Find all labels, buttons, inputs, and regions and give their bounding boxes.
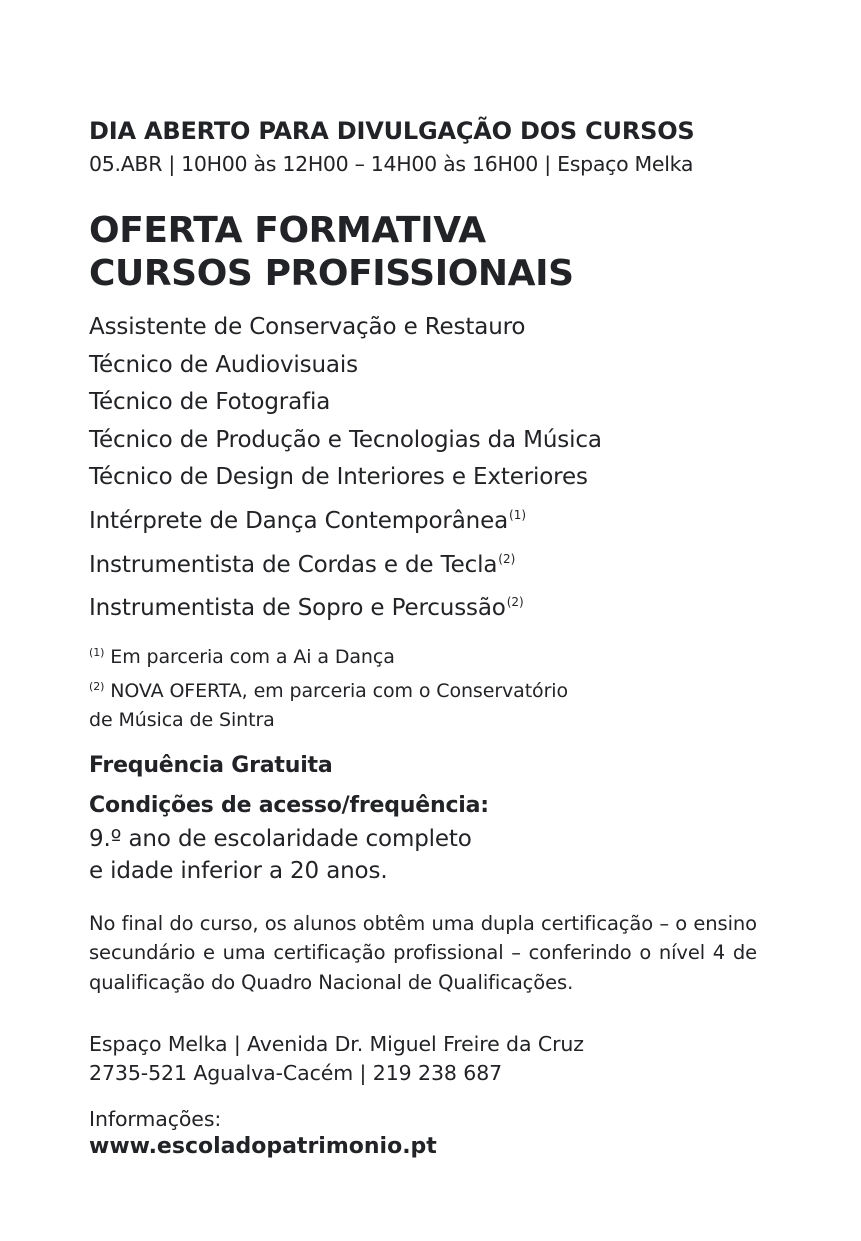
offer-title-line-2: CURSOS PROFISSIONAIS — [89, 253, 574, 294]
address-block — [89, 1030, 757, 1088]
certification-paragraph: No final do curso, os alunos obtêm uma dupla certificação – o ensino secundário e uma certificação profissional – conferindo o nível 4 de qualificação do Quadro Nacional de Qualificações. — [89, 911, 757, 994]
access-condition-line-1: 9.º ano de escolaridade completo — [89, 825, 472, 852]
address-line-1: Espaço Melka | Avenida Dr. Miguel Freire da Cruz — [89, 1032, 584, 1057]
footnote-2-text-line-1: NOVA OFERTA, em parceria com o Conservatório — [110, 679, 569, 702]
course-item — [89, 309, 757, 347]
flyer-content — [89, 114, 757, 1162]
course-name: Técnico de Audiovisuais — [89, 351, 358, 378]
course-name: Instrumentista de Sopro e Percussão — [89, 595, 506, 622]
free-attendance-label: Frequência Gratuita — [89, 752, 333, 778]
footnotes — [89, 638, 757, 735]
info-block — [89, 1106, 757, 1162]
footnote-2-marker: (2) — [89, 679, 105, 693]
footnote-2-text-line-2: de Música de Sintra — [89, 708, 275, 731]
course-name: Assistente de Conservação e Restauro — [89, 314, 526, 340]
course-name: Técnico de Design de Interiores e Exteriores — [89, 464, 588, 491]
offer-title — [89, 209, 757, 295]
course-list — [89, 309, 757, 628]
footnote-1-text: Em parceria com a Ai a Dança — [110, 645, 395, 668]
course-item — [89, 541, 757, 585]
footnote-2-continuation — [89, 706, 757, 735]
course-name: Técnico de Fotografia — [89, 389, 331, 416]
access-conditions-title: Condições de acesso/frequência: — [89, 792, 489, 818]
course-item — [89, 347, 757, 385]
footnote-marker: (2) — [506, 595, 524, 610]
address-line-2: 2735-521 Agualva-Cacém | 219 238 687 — [89, 1061, 503, 1086]
footnote-1-marker: (1) — [89, 645, 105, 659]
course-name: Intérprete de Dança Contemporânea — [89, 507, 509, 534]
offer-title-line-1: OFERTA FORMATIVA — [89, 210, 486, 251]
course-item — [89, 459, 757, 497]
open-day-details: 05.ABR | 10H00 às 12H00 – 14H00 às 16H00 | Espaço Melka — [89, 152, 694, 176]
open-day-title: DIA ABERTO PARA DIVULGAÇÃO DOS CURSOS — [89, 117, 695, 145]
access-condition-line-2: e idade inferior a 20 anos. — [89, 857, 388, 884]
course-item — [89, 384, 757, 422]
footnote-2 — [89, 672, 757, 706]
course-name: Instrumentista de Cordas e de Tecla — [89, 551, 498, 578]
course-item — [89, 497, 757, 541]
info-label: Informações: — [89, 1107, 222, 1132]
footnote-1 — [89, 638, 757, 672]
course-item — [89, 584, 757, 628]
footnote-marker: (1) — [509, 507, 527, 522]
course-item — [89, 422, 757, 460]
course-name: Técnico de Produção e Tecnologias da Música — [89, 426, 602, 453]
website-link[interactable]: www.escoladopatrimonio.pt — [89, 1134, 437, 1160]
footnote-marker: (2) — [498, 551, 516, 566]
access-conditions — [89, 789, 757, 887]
open-day-section — [89, 114, 757, 180]
